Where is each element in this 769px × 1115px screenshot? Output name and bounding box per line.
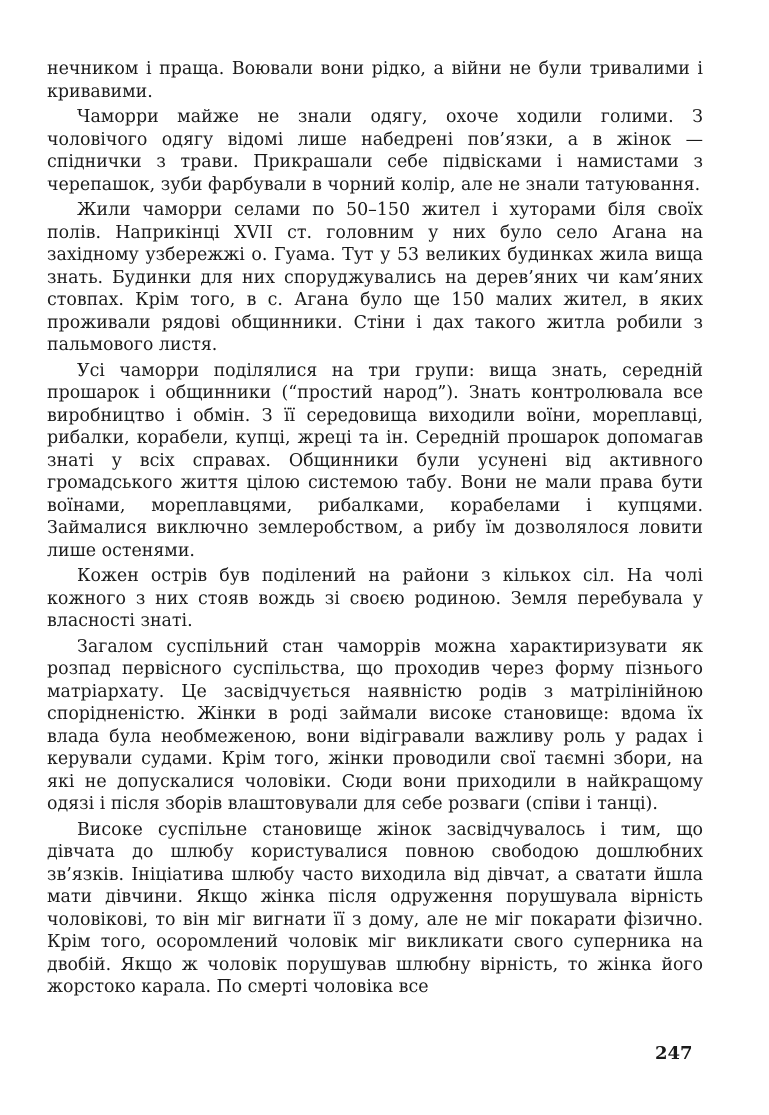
paragraph-7: Високе суспільне становище жінок засвідчувалось і тим, що дівчата до шлюбу користувалися повною свободою дошлюбних зв’язків. Ініціатива шлюбу часто виходила від дівчат, а сватати йшла мати дівчини. Якщо жінка після одруження порушувала вірність чоловікові, то він міг вигнати її з дому, але не міг покарати фізично. Крім того, осоромлений чоловік міг викликати свого суперника на двобій. Якщо ж чоловік порушував шлюбну вірність, то жінка його жорстоко карала. По смерті чоловіка все [47, 819, 703, 997]
paragraph-6: Загалом суспільний стан чаморрів можна характиризувати як розпад первісного суспільства, що проходив через форму пізнього матріархату. Це засвідчується наявністю родів з матрілінійною спорідненістю. Жінки в роді займали високе становище: вдома їх влада була необмеженою, вони відігравали важливу роль у радах і керували судами. Крім того, жінки проводили свої таємні збори, на які не допускалися чоловіки. Сюди вони приходили в найкращому одязі і після зборів влаштовували для себе розваги (співи і танці). [47, 636, 703, 814]
paragraph-5: Кожен острів був поділений на райони з кількох сіл. На чолі кожного з них стояв вождь зі своєю родиною. Земля перебувала у власності знаті. [47, 566, 703, 631]
page-number: 247 [655, 1043, 693, 1064]
page-body [47, 58, 703, 1002]
paragraph-4: Усі чаморри поділялися на три групи: вища знать, середній прошарок і общинники (“простий народ”). Знать контролювала все виробництво і обмін. З її середовища виходили воїни, мореплавці, рибалки, корабели, купці, жреці та ін. Середній прошарок допомагав знаті у всіх справах. Общинники були усунені від активного громадського життя цілою системою табу. Вони не мали права бути воїнами, мореплавцями, рибалками, корабелами і купцями. Займалися виключно землеробством, а рибу їм дозволялося ловити лише остенями. [47, 360, 703, 561]
paragraph-2: Чаморри майже не знали одягу, охоче ходили голими. З чоловічого одягу відомі лише набедрені пов’язки, а в жінок — спіднички з трави. Прикрашали себе підвісками і намистами з черепашок, зуби фарбували в чорний колір, але не знали татуювання. [47, 107, 703, 195]
paragraph-3: Жили чаморри селами по 50–150 жител і хуторами біля своїх полів. Наприкінці XVII ст. головним у них було село Агана на західному узбережжі о. Гуама. Тут у 53 великих будинках жила вища знать. Будинки для них споруджувались на дерев’яних чи кам’яних стовпах. Крім того, в с. Агана було ще 150 малих жител, в яких проживали рядові общинники. Стіни і дах такого житла робили з пальмового листя. [47, 200, 703, 355]
paragraph-1: нечником і праща. Воювали вони рідко, а війни не були тривалими і кривавими. [47, 59, 703, 102]
